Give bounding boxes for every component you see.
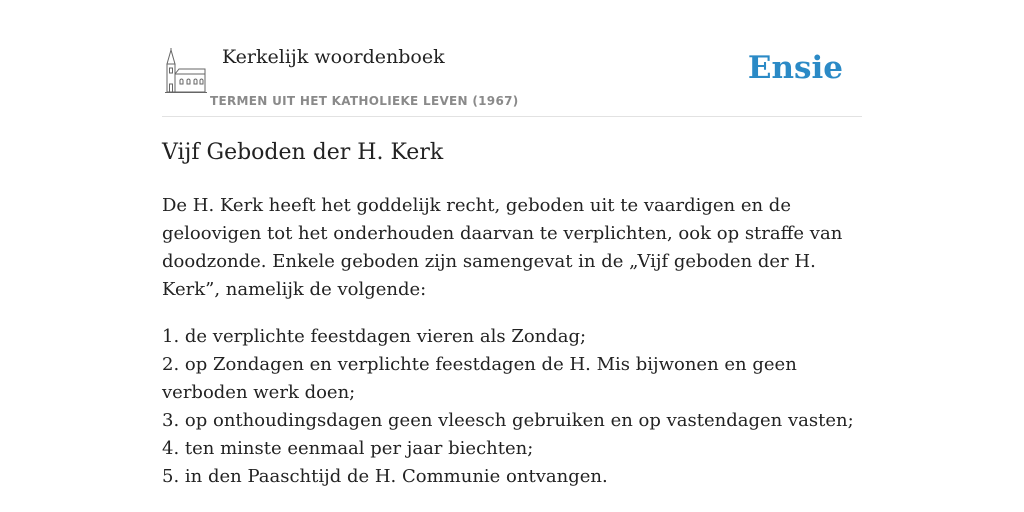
list-item: 2. op Zondagen en verplichte feestdagen de H. Mis bijwonen en geen verboden werk doen; <box>162 354 797 403</box>
book-header <box>162 44 862 117</box>
book-title[interactable]: Kerkelijk woordenboek <box>222 46 445 68</box>
page <box>162 0 862 512</box>
entry-intro: De H. Kerk heeft het goddelijk recht, geboden uit te vaardigen en de geloovigen tot het onderhouden daarvan te verplichten, ook op straffe van doodzonde. Enkele geboden zijn samengevat in de „Vijf geboden der H. Kerk”, namelijk de volgende: <box>162 195 843 300</box>
list-item: 1. de verplichte feestdagen vieren als Zondag; <box>162 326 587 347</box>
list-item: 4. ten minste eenmaal per jaar biechten; <box>162 438 534 459</box>
brand-logo[interactable]: Ensie <box>747 50 843 86</box>
entry-title: Vijf Geboden der H. Kerk <box>162 140 444 165</box>
church-icon[interactable] <box>165 48 207 94</box>
list-item: 5. in den Paaschtijd de H. Communie ontvangen. <box>162 466 608 487</box>
commandments-list <box>162 323 866 491</box>
book-subtitle: TERMEN UIT HET KATHOLIEKE LEVEN (1967) <box>210 94 519 108</box>
entry-body <box>162 192 866 491</box>
list-item: 3. op onthoudingsdagen geen vleesch gebruiken en op vastendagen vasten; <box>162 410 854 431</box>
